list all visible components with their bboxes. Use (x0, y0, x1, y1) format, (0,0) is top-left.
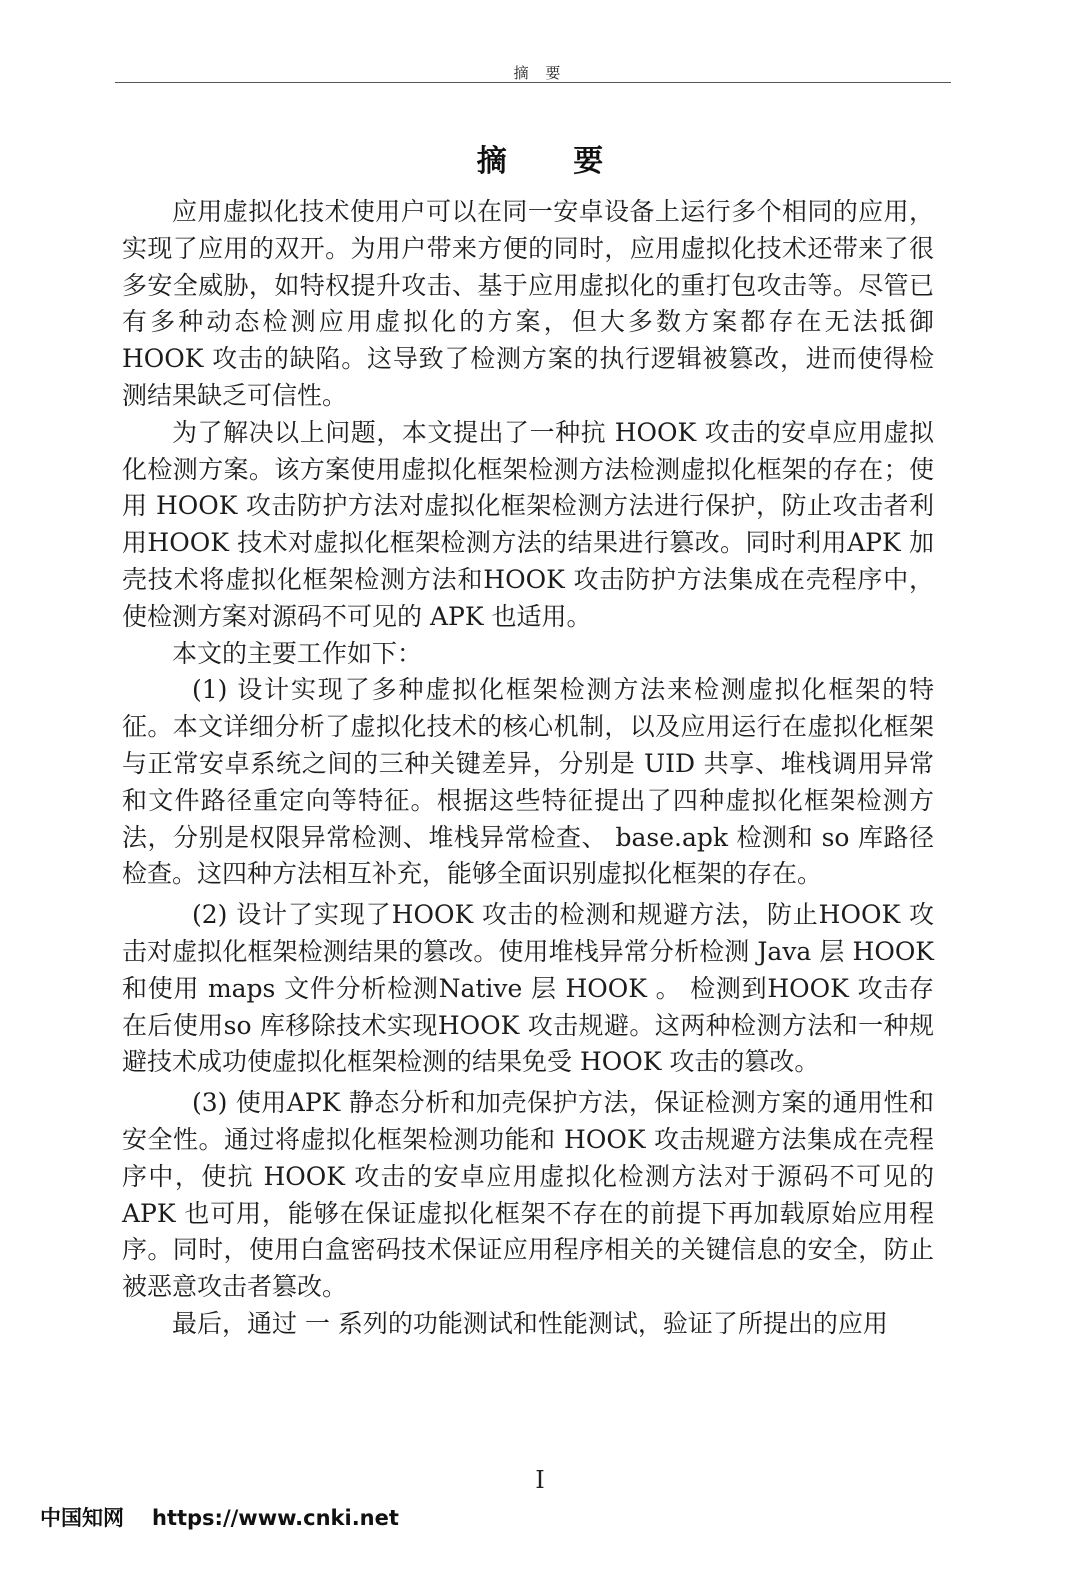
paragraph-solution: 为了解决以上问题，本文提出了一种抗 HOOK 攻击的安卓应用虚拟化检测方案。该方案使用虚拟化框架检测方法检测虚拟化框架的存在；使用 HOOK 攻击防护方法对虚拟化框架检测方法进行保护，防止攻击者利用HOOK 技术对虚拟化框架检测方法的结果进行篡改。同时利用APK 加壳技术将虚拟化框架检测方法和HOOK 攻击防护方法集成在壳程序中，使检测方案对源码不可见的 APK 也适用。 (122, 417, 934, 631)
watermark-url: https://www.cnki.net (152, 1506, 399, 1530)
abstract-body (122, 194, 934, 1343)
paragraph-closing: 最后，通过 一 系列的功能测试和性能测试，验证了所提出的应用 (172, 1308, 888, 1338)
work-item-1: (1) 设计实现了多种虚拟化框架检测方法来检测虚拟化框架的特征。本文详细分析了虚拟化技术的核心机制，以及应用运行在虚拟化框架与正常安卓系统之间的三种关键差异，分别是 UID 共享、堆栈调用异常和文件路径重定向等特征。根据这些特征提出了四种虚拟化框架检测方法，分别是权限异常检测、堆栈异常检查、 base.apk 检测和 so 库路径检查。这四种方法相互补充，能够全面识别虚拟化框架的存在。 (122, 675, 934, 889)
page-number: I (535, 1466, 545, 1494)
watermark-brand: 中国知网 (40, 1506, 124, 1530)
paragraph-main-work: 本文的主要工作如下： (172, 638, 423, 668)
cnki-watermark (40, 1502, 399, 1532)
page-title: 摘 要 (476, 144, 632, 180)
header-divider (115, 82, 951, 83)
paragraph-intro: 应用虚拟化技术使用户可以在同一安卓设备上运行多个相同的应用，实现了应用的双开。为用户带来方便的同时，应用虚拟化技术还带来了很多安全威胁，如特权提升攻击、基于应用虚拟化的重打包攻击等。尽管已有多种动态检测应用虚拟化的方案，但大多数方案都存在无法抵御 HOOK 攻击的缺陷。这导致了检测方案的执行逻辑被篡改，进而使得检测结果缺乏可信性。 (122, 197, 934, 410)
work-item-2: (2) 设计了实现了HOOK 攻击的检测和规避方法，防止HOOK 攻击对虚拟化框架检测结果的篡改。使用堆栈异常分析检测 Java 层 HOOK 和使用 maps 文件分析检测Native 层 HOOK 。 检测到HOOK 攻击存在后使用so 库移除技术实现HOOK 攻击规避。这两种检测方法和一种规避技术成功使虚拟化框架检测的结果免受 HOOK 攻击的篡改。 (122, 900, 934, 1077)
work-item-3: (3) 使用APK 静态分析和加壳保护方法，保证检测方案的通用性和安全性。通过将虚拟化框架检测功能和 HOOK 攻击规避方法集成在壳程序中，使抗 HOOK 攻击的安卓应用虚拟化检测方法对于源码不可见的 APK 也可用，能够在保证虚拟化框架不存在的前提下再加载原始应用程序。同时，使用白盒密码技术保证应用程序相关的关键信息的安全，防止被恶意攻击者篡改。 (122, 1088, 934, 1302)
running-header: 摘 要 (513, 64, 567, 82)
